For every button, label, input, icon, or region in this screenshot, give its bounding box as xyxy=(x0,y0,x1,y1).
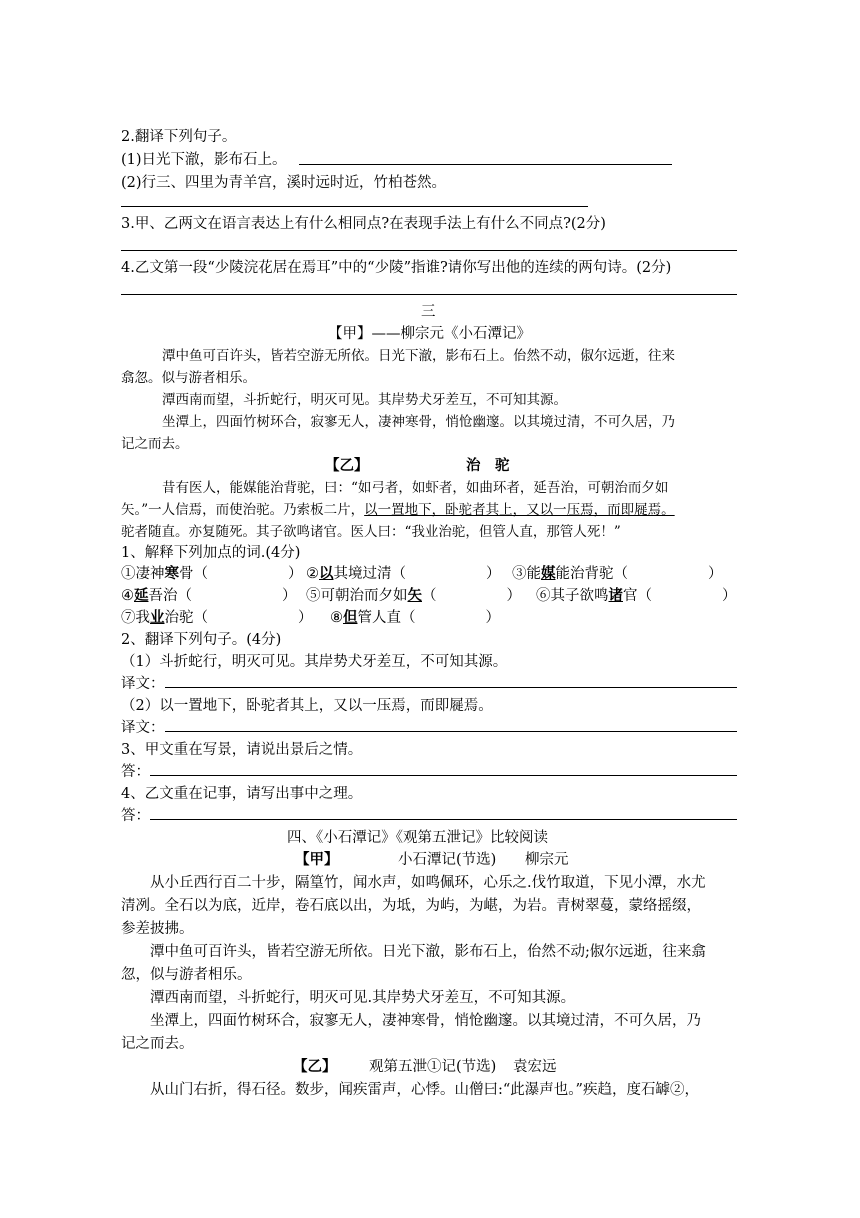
answer-line[interactable] xyxy=(121,206,588,207)
s4-para-4a: 坐潭上，四面竹树环合，寂寥无人，凄神寒骨，悄怆幽邃。以其境过清，不可久居，乃 xyxy=(150,1013,701,1029)
section4-title: 四、《小石潭记》《观第五泄记》比较阅读 xyxy=(287,830,548,846)
q2-heading-3: 2、翻译下列句子。(4分) xyxy=(121,632,282,648)
s4-jia-author: 柳宗元 xyxy=(525,852,569,868)
q2-sentence-b: （2）以一置地下，卧驼者其上，又以一压焉，而即屣焉。 xyxy=(121,698,493,714)
word-item-2: ②以其境过清（ ） xyxy=(306,565,501,582)
answer-line[interactable] xyxy=(165,687,737,688)
answer-line[interactable] xyxy=(121,250,737,251)
jia-para-1b: 翕忽。似与游者相乐。 xyxy=(121,370,256,386)
s4-para-2b: 忽，似与游者相乐。 xyxy=(121,967,252,983)
q3-heading-3: 3、甲文重在写景，请说出景后之情。 xyxy=(121,742,363,758)
word-item-5: ⑤可朝治而夕如矢（ ） xyxy=(306,587,521,604)
s4-yi-para-1: 从山门右折，得石径。数步，闻疾雷声，心悸。山僧曰:“此瀑声也。”疾趋，度石罅②， xyxy=(150,1082,699,1098)
jia-para-3b: 记之而去。 xyxy=(121,436,189,452)
underlined-sentence: 以一置地下，卧驼者其上，又以一压焉，而即屣焉。 xyxy=(364,502,675,518)
word-item-7: ⑦我业治驼（ ） xyxy=(121,609,313,626)
yi-title: 治 驼 xyxy=(466,457,510,474)
s4-para-1b: 清冽。全石以为底，近岸，卷石底以出，为坻，为屿，为嵁，为岩。青树翠蔓，蒙络摇缀， xyxy=(121,898,701,914)
section-number: 三 xyxy=(421,304,436,320)
s4-yi-name: 观第五泄①记(节选) xyxy=(369,1059,497,1075)
yi-para-1c: 驼者随直。亦复随死。其子欲鸣诸官。医人曰：“我业治驼，但管人直，那管人死！” xyxy=(121,524,621,540)
yi-para-1a: 昔有医人，能媒能治背驼，曰：“如弓者，如虾者，如曲环者，延吾治，可朝治而夕如 xyxy=(162,480,669,496)
yi-para-1b: 矢。”一人信焉，而使治驼。乃索板二片，以一置地下，卧驼者其上，又以一压焉，而即屣焉。 xyxy=(121,502,675,518)
s4-para-4b: 记之而去。 xyxy=(121,1036,194,1052)
answer-label: 答： xyxy=(121,764,150,780)
s4-para-2a: 潭中鱼可百许头，皆若空游无所依。日光下澈，影布石上，佁然不动;俶尔远逝，往来翕 xyxy=(150,944,706,960)
jia-title: 【甲】——柳宗元《小石潭记》 xyxy=(328,326,531,342)
jia-para-3a: 坐潭上，四面竹树环合，寂寥无人，凄神寒骨，悄怆幽邃。以其境过清，不可久居，乃 xyxy=(162,414,675,430)
translation-label: 译文： xyxy=(121,676,165,692)
q4-text: 4.乙文第一段“少陵浣花居在焉耳”中的“少陵”指谁?请你写出他的连续的两句诗。(2分) xyxy=(121,260,672,276)
s4-para-1a: 从小丘西行百二十步，隔篁竹，闻水声，如鸣佩环，心乐之.伐竹取道，下见小潭，水尤 xyxy=(150,875,706,891)
answer-line[interactable] xyxy=(150,819,737,820)
answer-line[interactable] xyxy=(299,164,672,165)
s4-yi-author: 袁宏远 xyxy=(513,1059,557,1075)
jia-para-2: 潭西南而望，斗折蛇行，明灭可见。其岸势犬牙差互，不可知其源。 xyxy=(162,392,567,408)
word-item-6: ⑥其子欲鸣诸官（ ） xyxy=(536,587,737,604)
q2-heading: 2.翻译下列句子。 xyxy=(121,129,237,145)
q2-sentence-1: (1)日光下澈，影布石上。 xyxy=(121,152,287,168)
q2-sentence-a: （1）斗折蛇行，明灭可见。其岸势犬牙差互，不可知其源。 xyxy=(121,654,508,670)
q3-text: 3.甲、乙两文在语言表达上有什么相同点?在表现手法上有什么不同点?(2分) xyxy=(121,216,606,232)
s4-para-3: 潭西南而望，斗折蛇行，明灭可见.其岸势犬牙差互，不可知其源。 xyxy=(150,990,576,1006)
answer-line[interactable] xyxy=(165,731,737,732)
word-item-8: ⑧但管人直（ ） xyxy=(330,609,500,626)
q4-heading-3: 4、乙文重在记事，请写出事中之理。 xyxy=(121,786,363,802)
word-item-1: ①凄神寒骨（ ） xyxy=(121,565,303,582)
word-item-3: ③能媒能治背驼（ ） xyxy=(512,565,723,582)
yi-tag: 【乙】 xyxy=(325,457,369,474)
translation-label: 译文： xyxy=(121,720,165,736)
q2-sentence-2: (2)行三、四里为青羊宫，溪时远时近，竹柏苍然。 xyxy=(121,175,447,191)
s4-jia-name: 小石潭记(节选) xyxy=(398,852,497,868)
word-item-4: ④延吾治（ ） xyxy=(121,587,297,604)
jia-para-1a: 潭中鱼可百许头，皆若空游无所依。日光下澈，影布石上。佁然不动，俶尔远逝，往来 xyxy=(162,348,675,364)
answer-label: 答： xyxy=(121,808,150,824)
answer-line[interactable] xyxy=(121,294,737,295)
s4-jia-tag: 【甲】 xyxy=(295,851,339,868)
q1-heading: 1、解释下列加点的词.(4分) xyxy=(121,545,301,561)
s4-para-1c: 参差披拂。 xyxy=(121,921,194,937)
s4-yi-tag: 【乙】 xyxy=(293,1058,337,1075)
answer-line[interactable] xyxy=(150,775,737,776)
